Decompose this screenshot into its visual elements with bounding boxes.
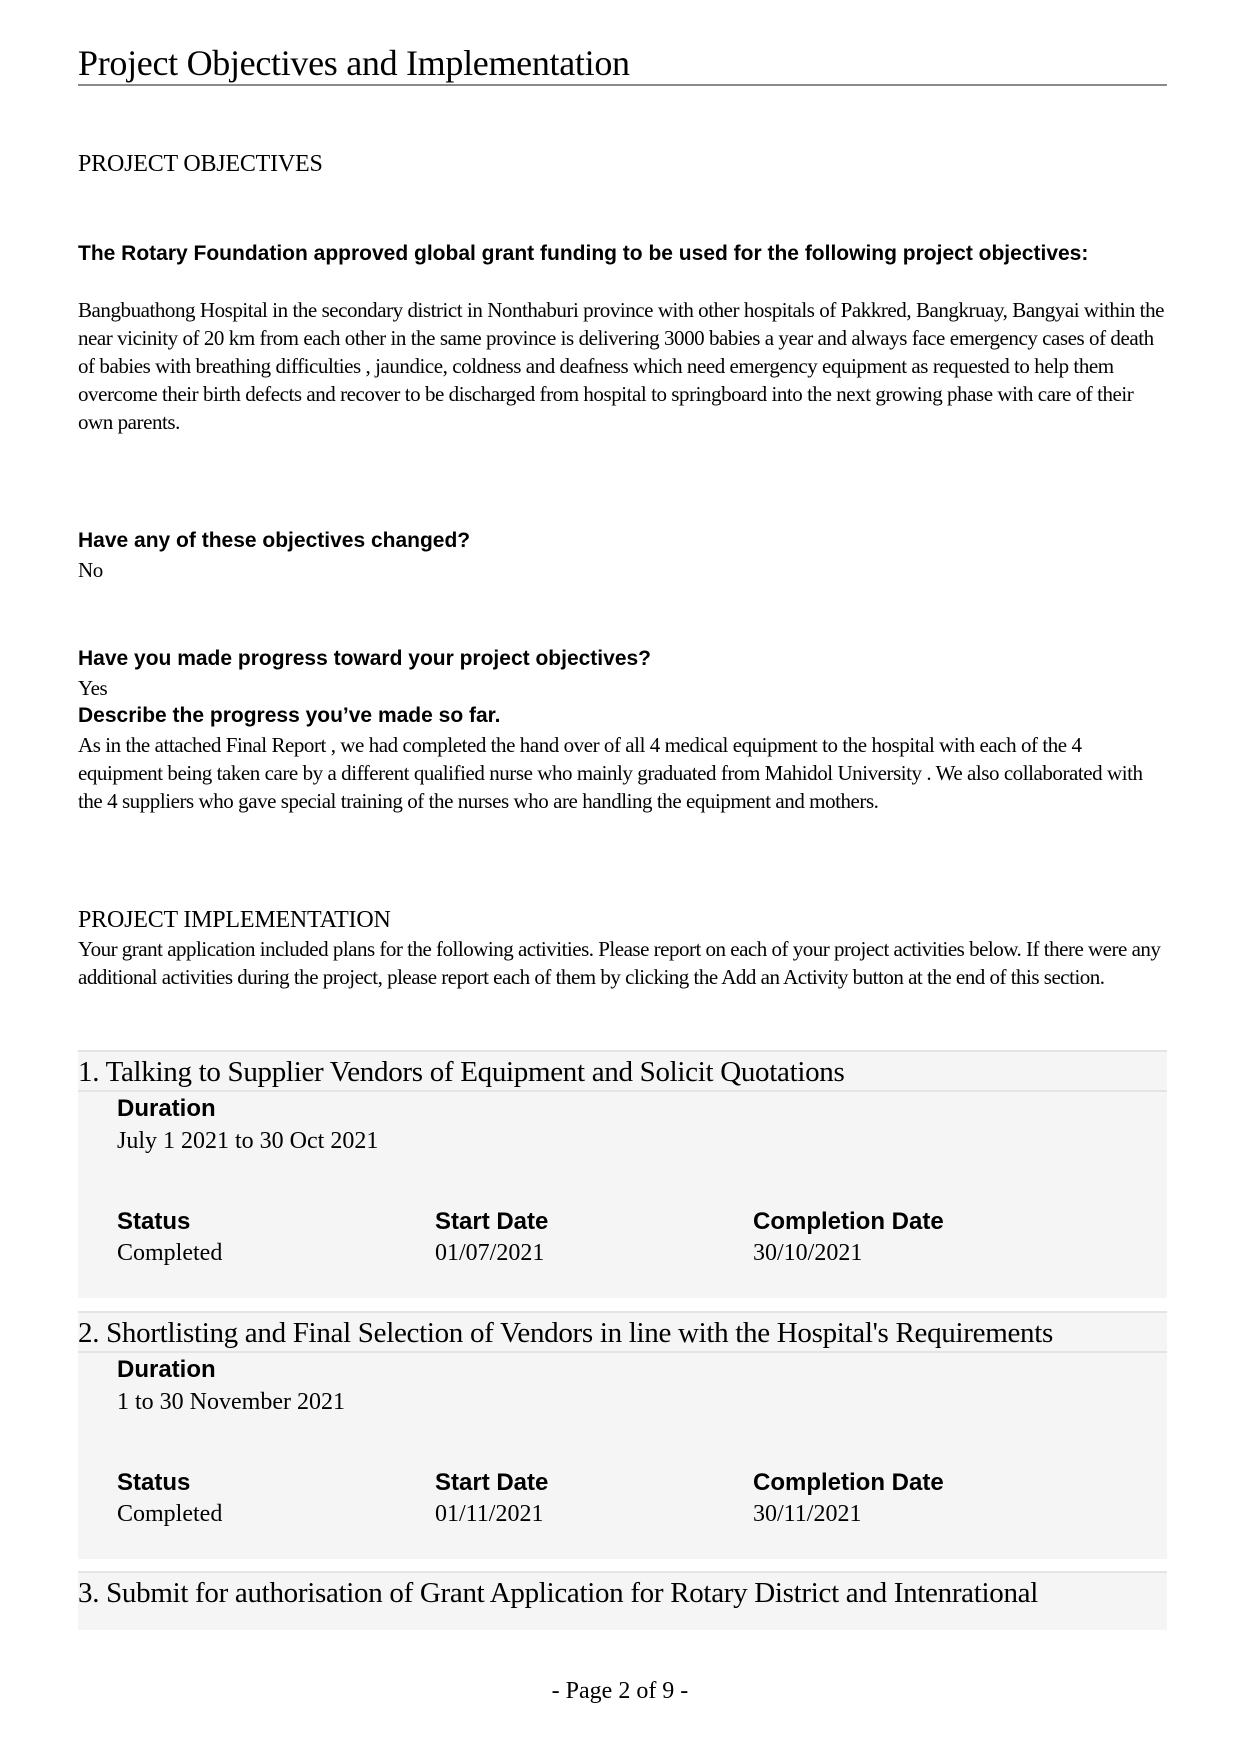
project-implementation-heading: PROJECT IMPLEMENTATION bbox=[78, 907, 391, 933]
start-date-value: 01/11/2021 bbox=[435, 1501, 544, 1527]
duration-value: 1 to 30 November 2021 bbox=[117, 1389, 345, 1415]
status-label: Status bbox=[117, 1208, 191, 1235]
duration-value: July 1 2021 to 30 Oct 2021 bbox=[117, 1128, 379, 1154]
activity-card-3 bbox=[78, 1571, 1167, 1630]
completion-date-value: 30/10/2021 bbox=[753, 1240, 863, 1266]
completion-date-label: Completion Date bbox=[753, 1469, 944, 1496]
status-value: Completed bbox=[117, 1501, 223, 1527]
duration-label: Duration bbox=[117, 1095, 216, 1122]
completion-date-label: Completion Date bbox=[753, 1208, 944, 1235]
page-number-footer: - Page 2 of 9 - bbox=[551, 1678, 689, 1704]
page-title: Project Objectives and Implementation bbox=[78, 42, 1167, 86]
project-objectives-heading: PROJECT OBJECTIVES bbox=[78, 151, 323, 177]
start-date-label: Start Date bbox=[435, 1469, 549, 1496]
status-label: Status bbox=[117, 1469, 191, 1496]
implementation-intro: Your grant application included plans for the following activities. Please report on each of your project activities below. If there were any additional activities during the project, please report each of them by clicking the Add an Activity button at the end of this section. bbox=[78, 937, 1161, 989]
objectives-changed-label: Have any of these objectives changed? bbox=[78, 529, 471, 552]
activity-title: 2. Shortlisting and Final Selection of Vendors in line with the Hospital's Requirements bbox=[78, 1311, 1167, 1353]
describe-progress-label: Describe the progress you’ve made so far. bbox=[78, 704, 501, 727]
activity-title: 3. Submit for authorisation of Grant Application for Rotary District and Intenrational bbox=[78, 1571, 1167, 1611]
activity-card-2 bbox=[78, 1311, 1167, 1559]
status-value: Completed bbox=[117, 1240, 223, 1266]
progress-made-value: Yes bbox=[78, 676, 108, 700]
describe-progress-text: As in the attached Final Report , we had completed the hand over of all 4 medical equipment to the hospital with each of the 4 equipment being taken care by a different qualified nurse who mainly graduated from Mahidol University . We also collaborated with the 4 suppliers who gave special training of the nurses who are handling the equipment and mothers. bbox=[78, 733, 1143, 813]
activity-card-1 bbox=[78, 1050, 1167, 1298]
approved-objectives-text: Bangbuathong Hospital in the secondary district in Nonthaburi province with other hospitals of Pakkred, Bangkruay, Bangyai within the near vicinity of 20 km from each other in the same province is delivering 3000 babies a year and always face emergency cases of death of babies with breathing difficulties , jaundice, coldness and deafness which need emergency equipment as requested to help them overcome their birth defects and recover to be discharged from hospital to springboard into the next growing phase with care of their own parents. bbox=[78, 298, 1164, 434]
duration-label: Duration bbox=[117, 1356, 216, 1383]
activity-title: 1. Talking to Supplier Vendors of Equipment and Solicit Quotations bbox=[78, 1050, 1167, 1092]
progress-made-label: Have you made progress toward your project objectives? bbox=[78, 647, 651, 670]
approved-objectives-label: The Rotary Foundation approved global grant funding to be used for the following project objectives: bbox=[78, 242, 1089, 265]
start-date-value: 01/07/2021 bbox=[435, 1240, 545, 1266]
objectives-changed-value: No bbox=[78, 558, 103, 582]
start-date-label: Start Date bbox=[435, 1208, 549, 1235]
completion-date-value: 30/11/2021 bbox=[753, 1501, 862, 1527]
